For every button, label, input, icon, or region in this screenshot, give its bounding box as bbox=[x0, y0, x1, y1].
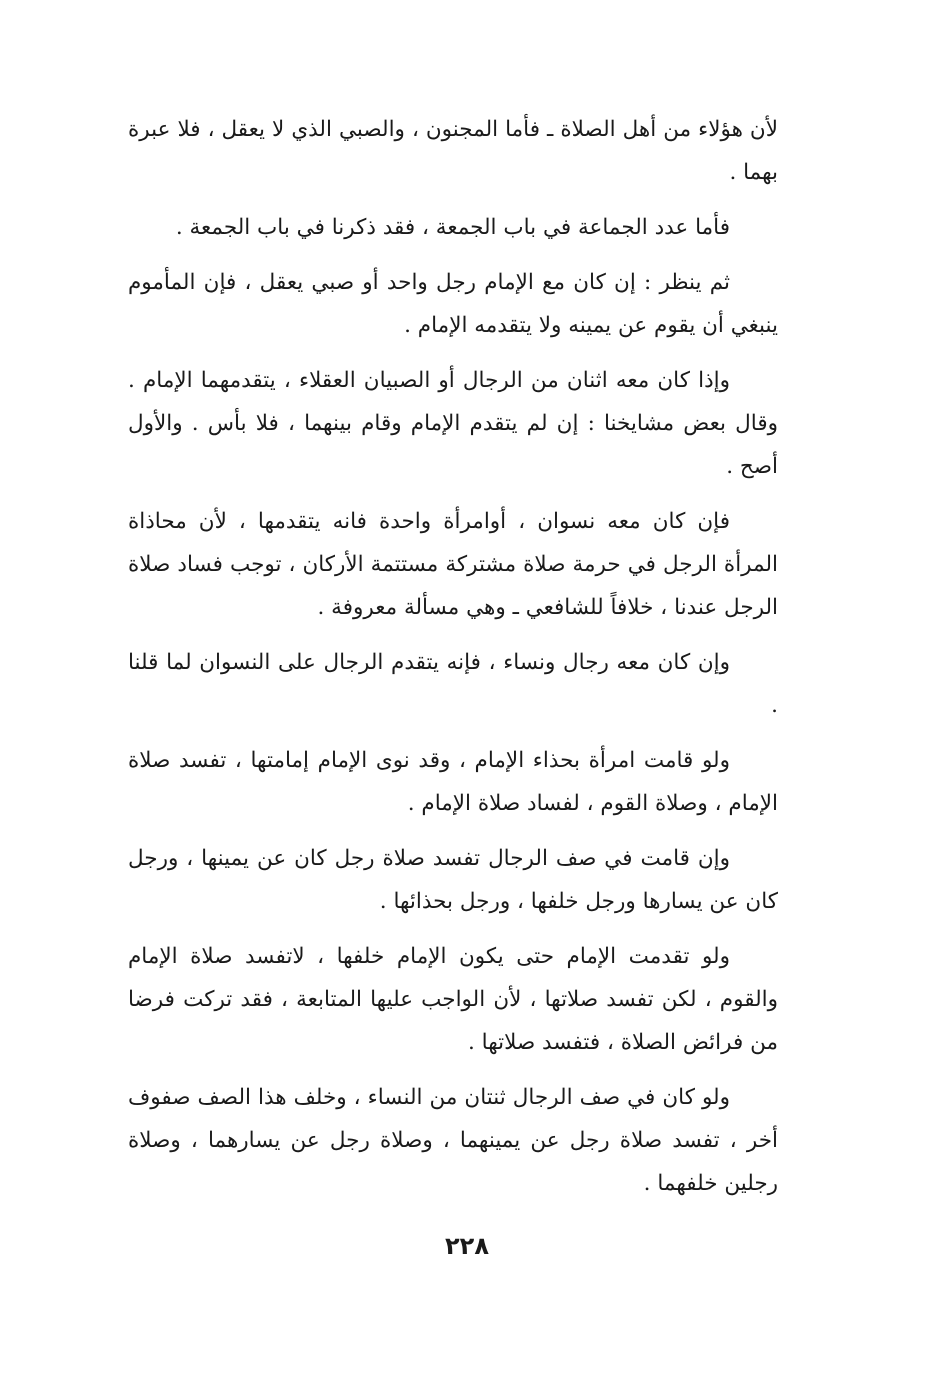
paragraph-3: ثم ينظر : إن كان مع الإمام رجل واحد أو صبي يعقل ، فإن المأموم ينبغي أن يقوم عن يمينه ولا يتقدمه الإمام . bbox=[128, 270, 778, 338]
paragraph-7: ولو قامت امرأة بحذاء الإمام ، وقد نوى الإمام إمامتها ، تفسد صلاة الإمام ، وصلاة القوم ، لفساد صلاة الإمام . bbox=[128, 748, 778, 816]
paragraph-10: ولو كان في صف الرجال ثنتان من النساء ، وخلف هذا الصف صفوف أخر ، تفسد صلاة رجل عن يمينهما ، وصلاة رجل عن يسارهما ، وصلاة رجلين خلفهما . bbox=[128, 1085, 778, 1196]
body-text bbox=[128, 108, 778, 1205]
paragraph-6: وإن كان معه رجال ونساء ، فإنه يتقدم الرجال على النسوان لما قلنا . bbox=[128, 650, 778, 718]
paragraph-5: فإن كان معه نسوان ، أوامرأة واحدة فانه يتقدمها ، لأن محاذاة المرأة الرجل في حرمة صلاة مشتركة مستتمة الأركان ، توجب فساد صلاة الرجل عندنا ، خلافاً للشافعي ـ وهي مسألة معروفة . bbox=[128, 509, 778, 620]
page-number: ٢٢٨ bbox=[445, 1232, 489, 1260]
paragraph-2: فأما عدد الجماعة في باب الجمعة ، فقد ذكرنا في باب الجمعة . bbox=[175, 215, 730, 240]
paragraph-8: وإن قامت في صف الرجال تفسد صلاة رجل كان عن يمينها ، ورجل كان عن يسارها ورجل خلفها ، ورجل بحذائها . bbox=[128, 846, 778, 914]
paragraph-1: لأن هؤلاء من أهل الصلاة ـ فأما المجنون ، والصبي الذي لا يعقل ، فلا عبرة بهما . bbox=[128, 117, 778, 185]
paragraph-4: وإذا كان معه اثنان من الرجال أو الصبيان العقلاء ، يتقدمهما الإمام . وقال بعض مشايخنا : إن لم يتقدم الإمام وقام بينهما ، فلا بأس . والأول أصح . bbox=[128, 368, 778, 479]
paragraph-9: ولو تقدمت الإمام حتى يكون الإمام خلفها ، لاتفسد صلاة الإمام والقوم ، لكن تفسد صلاتها ، لأن الواجب عليها المتابعة ، فقد تركت فرضا من فرائض الصلاة ، فتفسد صلاتها . bbox=[128, 944, 778, 1055]
